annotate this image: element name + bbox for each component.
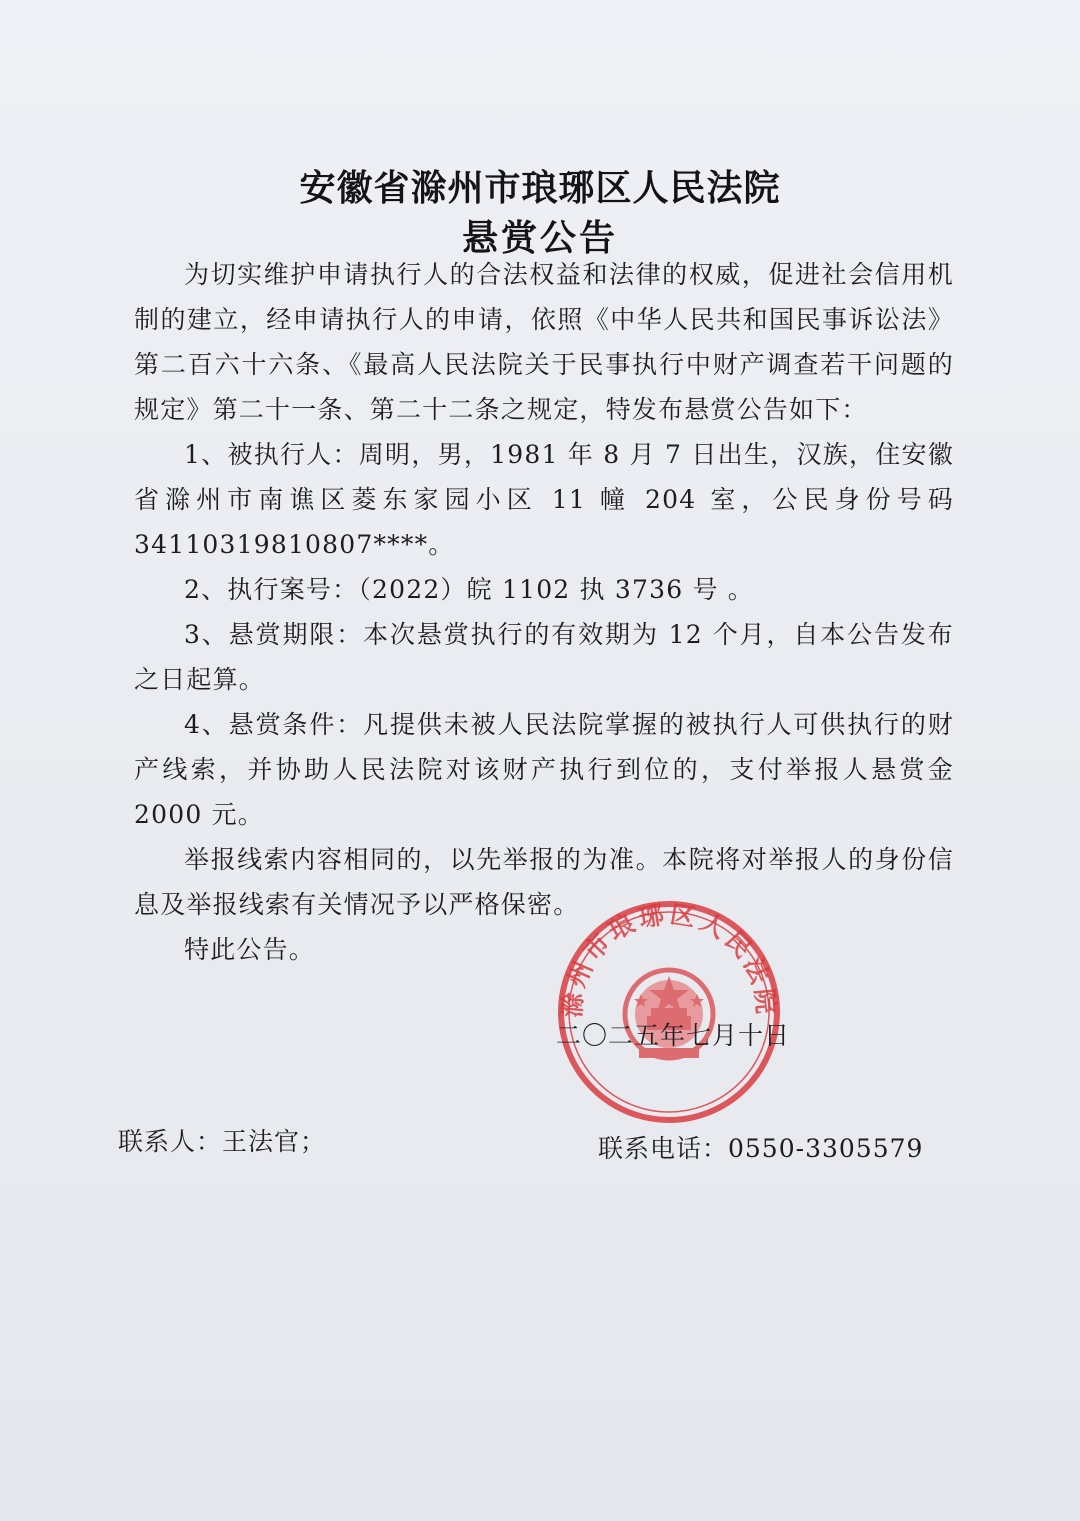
contact-phone: 联系电话：0550-3305579 [598,1134,924,1163]
case-number-paragraph: 2、执行案号：（2022）皖 1102 执 3736 号 。 [184,575,755,604]
reward-period-paragraph: 3、悬赏期限：本次悬赏执行的有效期为 12 个月，自本公告发布之日起算。 [134,620,954,694]
closing-paragraph: 特此公告。 [184,935,316,964]
court-name-title: 安徽省滁州市琅琊区人民法院 [299,168,781,209]
reward-conditions-paragraph: 4、悬赏条件：凡提供未被人民法院掌握的被执行人可供执行的财产线索，并协助人民法院对该财产执行到位的，支付举报人悬赏金 2000 元。 [134,710,954,829]
notice-title: 悬赏公告 [461,218,618,259]
notice-body [134,252,954,972]
intro-paragraph: 为切实维护申请执行人的合法权益和法律的权威，促进社会信用机制的建立，经申请执行人的申请，依照《中华人民共和国民事诉讼法》第二百六十六条、《最高人民法院关于民事执行中财产调查若干问题的规定》第二十一条、第二十二条之规定，特发布悬赏公告如下： [134,260,954,424]
seal-text: 滁州市琅琊区人民法院 [557,899,781,1019]
contact-person: 联系人：王法官； [118,1127,327,1156]
confidentiality-paragraph: 举报线索内容相同的，以先举报的为准。本院将对举报人的身份信息及举报线索有关情况予以严格保密。 [134,845,954,919]
respondent-paragraph: 1、被执行人：周明，男，1981 年 8 月 7 日出生，汉族，住安徽省滁州市南谯区菱东家园小区 11 幢 204 室，公民身份号码34110319810807****。 [134,440,954,559]
issue-date: 二〇二五年七月十日 [556,1021,791,1050]
court-seal-icon [555,898,783,1126]
